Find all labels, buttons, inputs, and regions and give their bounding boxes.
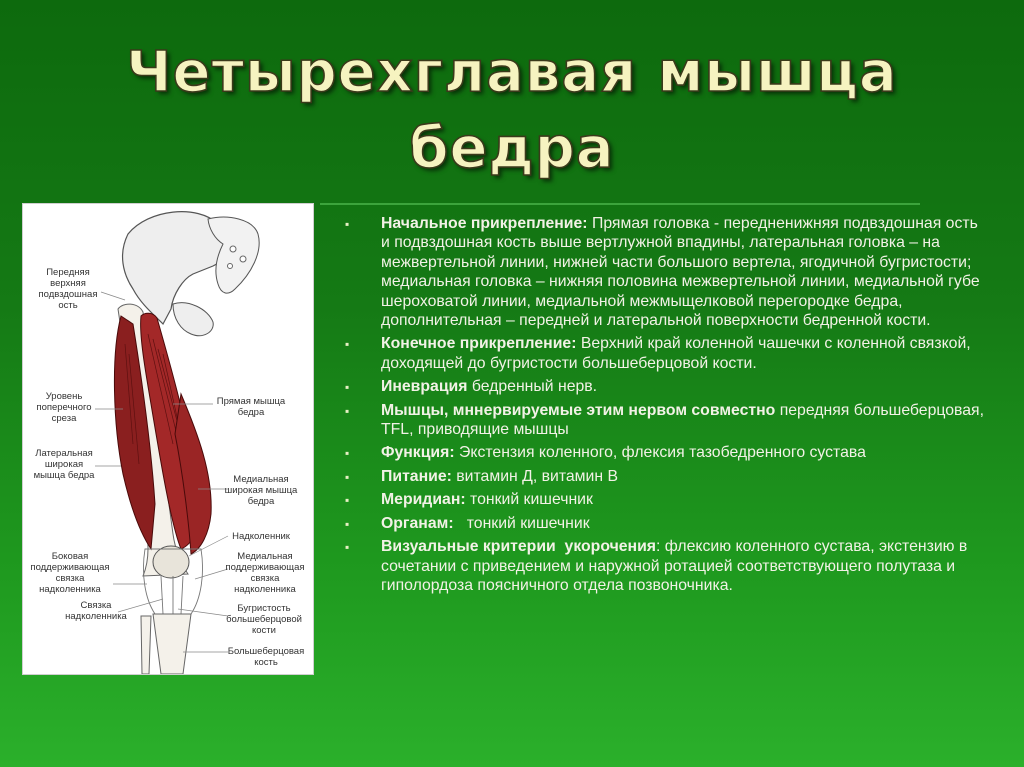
sacrum-hole <box>240 256 246 262</box>
fibula-bone <box>141 616 151 674</box>
label-vastus-lateralis: Латеральная широкая мышца бедра <box>33 448 95 481</box>
bullet-text: тонкий кишечник <box>465 491 593 509</box>
bullet-text: бедренный нерв. <box>467 378 598 396</box>
patellar-ligament <box>161 576 183 614</box>
label-transverse-section-level: Уровень поперечного среза <box>36 391 92 424</box>
label-patellar-ligament: Связка надколенника <box>65 600 127 622</box>
bullet-item <box>345 537 985 595</box>
bullet-marker: ▪ <box>345 380 350 395</box>
bullet-heading: Визуальные критерии укорочения <box>381 538 656 556</box>
bullet-marker: ▪ <box>345 493 350 508</box>
bullet-item <box>345 214 985 330</box>
label-tibial-tuberosity: Бугристость большеберцовой кости <box>226 603 302 636</box>
slide-title-line2: бедра <box>409 116 615 181</box>
bullet-marker: ▪ <box>345 217 350 231</box>
bullet-item <box>345 334 985 373</box>
bullet-marker: ▪ <box>345 469 350 484</box>
label-vastus-medialis: Медиальная широкая мышца бедра <box>224 474 298 507</box>
bullet-item <box>345 443 985 462</box>
bullet-text: : флексию коленного сустава, экстензию в сочетании с приведением и наружной ротацией соответствующего полутаза и гиполордоза поясничного отдела позвоночника. <box>381 538 968 594</box>
label-rectus-femoris: Прямая мышца бедра <box>216 396 286 418</box>
bullet-heading: Иневрация <box>381 378 468 396</box>
bullet-heading: Мышцы, мннервируемые этим нервом совместно <box>381 401 776 419</box>
bullet-marker: ▪ <box>345 540 350 555</box>
anatomy-figure <box>22 203 314 675</box>
bullet-marker: ▪ <box>345 403 350 418</box>
bullet-text: Экстензия коленного, флексия тазобедренного сустава <box>454 444 866 462</box>
bullet-heading: Питание: <box>381 467 452 485</box>
decorative-divider <box>320 203 920 205</box>
bullet-item <box>345 377 985 396</box>
bullet-list <box>345 214 985 599</box>
bullet-item <box>345 401 985 440</box>
label-patella: Надколенник <box>232 531 290 542</box>
bullet-marker: ▪ <box>345 516 350 531</box>
sacrum-hole <box>228 264 233 269</box>
bullet-item <box>345 467 985 486</box>
bullet-heading: Начальное прикрепление: <box>381 215 588 232</box>
bullet-item <box>345 490 985 509</box>
bullet-heading: Меридиан: <box>381 491 466 509</box>
bullet-text: передняя большеберцовая, TFL, приводящие мышцы <box>381 401 984 439</box>
bullet-text: витамин Д, витамин В <box>451 467 619 485</box>
label-anterior-superior-iliac-spine: Передняя верхняя подвздошная ость <box>38 267 98 311</box>
bullet-text: Прямая головка - передненижняя подвздошная ость и подвздошная кость выше вертлужной впадины, латеральная головка – на межвертельной линии, нижней части большого вертела, ягодичной бугристости; медиальная головка – нижняя половина межвертельной линии, медиальной губе шероховатой линии, медиальной межмыщелковой перегородке бедра, дополнительная – передней и латеральной поверхности бедренной кости. <box>381 215 980 330</box>
label-lateral-patellar-retinaculum: Боковая поддерживающая связка надколенника <box>30 551 110 595</box>
bullet-heading: Конечное прикрепление: <box>381 335 577 353</box>
bullet-heading: Функция: <box>381 444 455 462</box>
label-medial-patellar-retinaculum: Медиальная поддерживающая связка надколенника <box>225 551 305 595</box>
bullet-text: тонкий кишечник <box>453 514 590 532</box>
bullet-text: Верхний край коленной чашечки с коленной связкой, доходящей до бугристости большеберцовой кости. <box>381 335 971 372</box>
patella <box>153 546 189 578</box>
tibia-bone <box>153 614 191 674</box>
sacrum-hole <box>230 246 236 252</box>
bullet-heading: Органам: <box>381 514 454 532</box>
pubic-bone <box>173 303 213 336</box>
bullet-item <box>345 514 985 533</box>
bullet-marker: ▪ <box>345 446 350 461</box>
slide-title-line1: Четырехглавая мышца <box>126 40 898 105</box>
bullet-marker: ▪ <box>345 337 350 352</box>
label-tibia: Большеберцовая кость <box>227 646 305 668</box>
